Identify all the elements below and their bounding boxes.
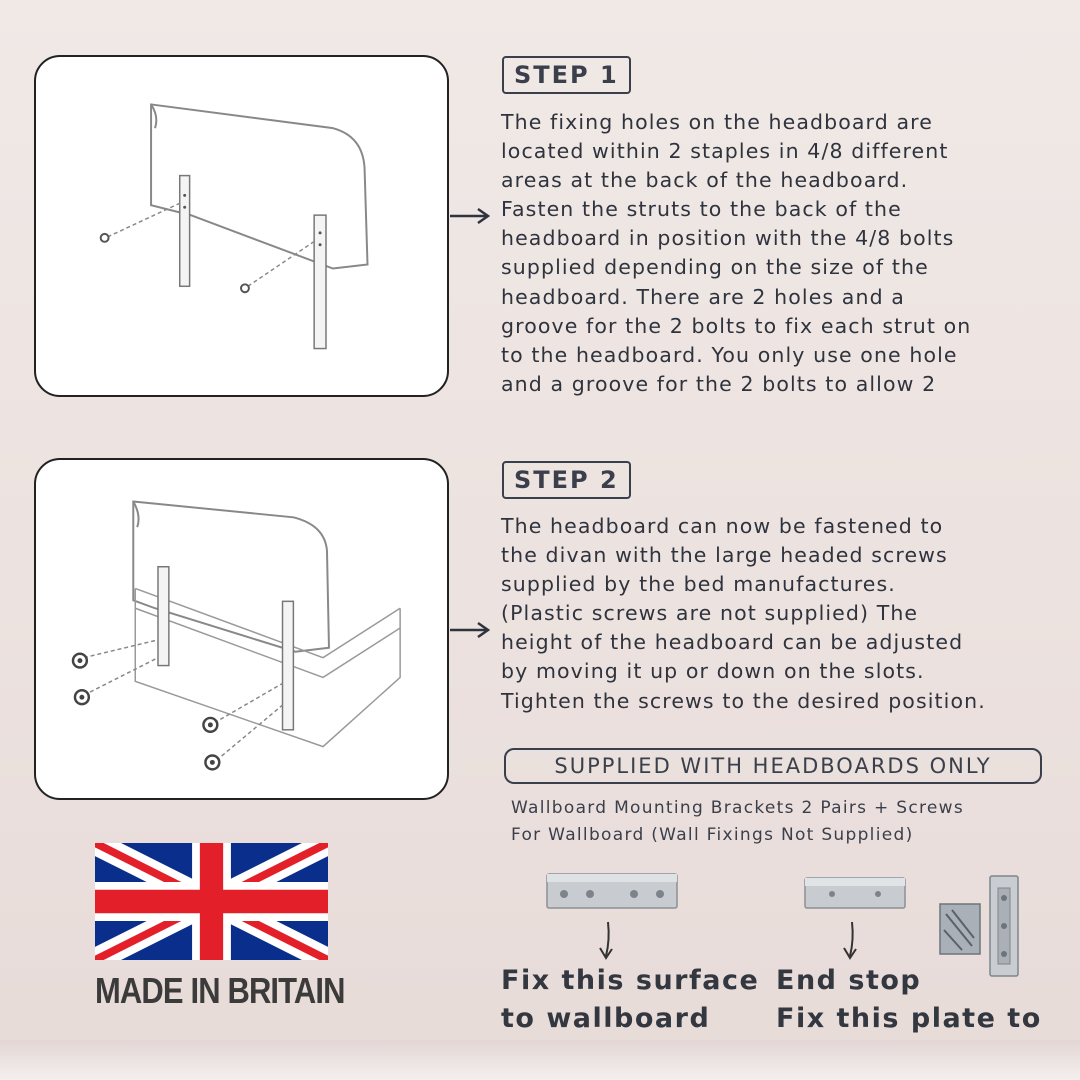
supplied-note-line2: For Wallboard (Wall Fixings Not Supplied) — [511, 825, 914, 845]
caption-left-line1: Fix this surface — [501, 965, 760, 996]
end-stop-bracket-icon — [804, 876, 906, 912]
step2-illustration — [34, 458, 449, 800]
supplied-badge: SUPPLIED WITH HEADBOARDS ONLY — [504, 748, 1042, 784]
down-arrow-icon — [596, 920, 616, 962]
step1-illustration — [34, 55, 449, 397]
supplied-note — [511, 795, 1071, 849]
arrow-right-icon — [448, 619, 492, 641]
caption-right-line1: End stop — [776, 965, 922, 996]
screws-pack-icon — [938, 902, 982, 956]
caption-left-line2: to wallboard — [501, 1003, 711, 1034]
step2-text: The headboard can now be fastened to the divan with the large headed screws supplied by the bed manufactures. (Plastic screws are not supplied) The height of the headboard can be adjusted by moving it up or down on the slots. Tighten the screws to the desired position. — [501, 514, 986, 713]
arrow-right-icon — [448, 205, 492, 227]
step1-text: The fixing holes on the headboard are located within 2 staples in 4/8 different areas at the back of the headboard. Fasten the struts to the back of the headboard in position with the 4/8 bolts supplied depending on the size of the headboard. There are 2 holes and a groove for the 2 bolts to fix each strut on to the headboard. You only use one hole and a groove for the 2 bolts to allow 2 — [501, 110, 972, 396]
caption-right-line2: Fix this plate to — [776, 1003, 1042, 1034]
supplied-note-line1: Wallboard Mounting Brackets 2 Pairs + Screws — [511, 798, 965, 818]
wallboard-bracket-icon — [546, 872, 678, 912]
floor-strip — [0, 1040, 1080, 1080]
made-in-britain-label: MADE IN BRITAIN — [95, 970, 345, 1011]
step1-badge: STEP 1 — [502, 56, 631, 94]
union-jack-icon — [95, 843, 328, 960]
step2-badge: STEP 2 — [502, 461, 631, 499]
caption-end-stop — [776, 962, 1042, 1038]
caption-fix-surface — [501, 962, 759, 1038]
down-arrow-icon — [840, 920, 860, 962]
